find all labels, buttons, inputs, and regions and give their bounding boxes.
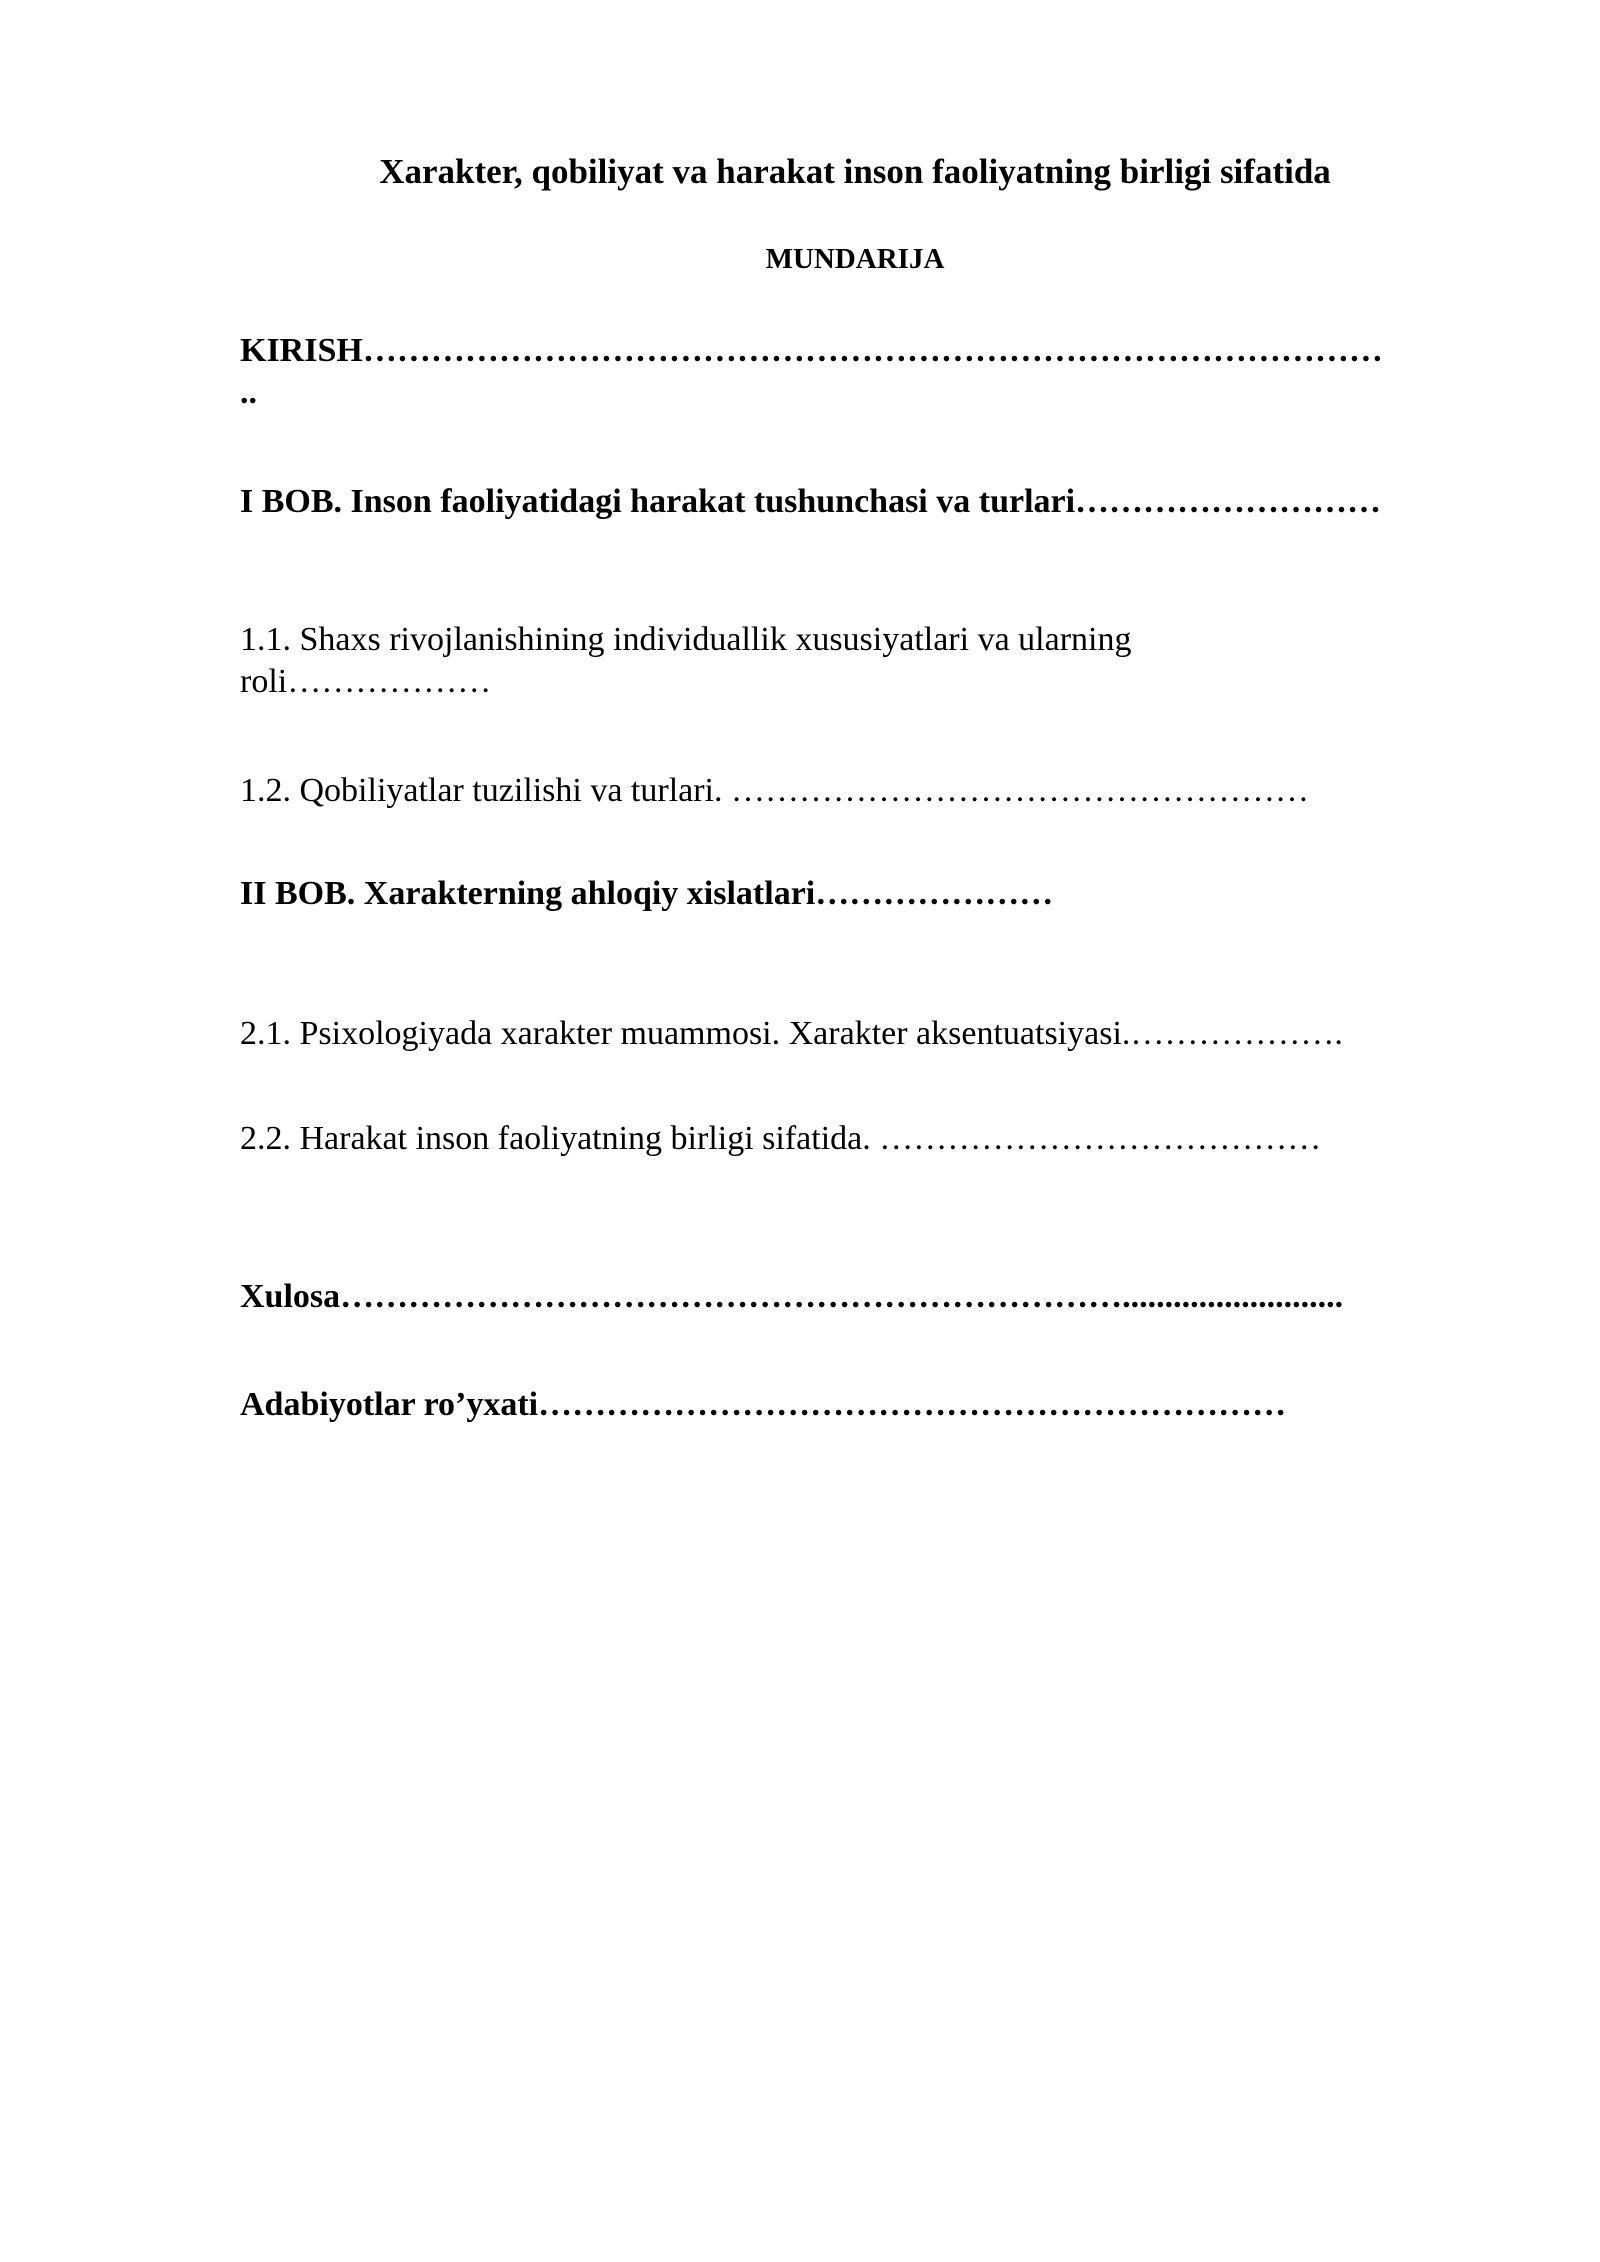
toc-entry-kirish xyxy=(240,330,1470,414)
toc-entry-section-1-2 xyxy=(240,770,1470,812)
toc-entry-text: I BOB. Inson faoliyatidagi harakat tushunchasi va turlari……………………… xyxy=(240,483,1382,520)
toc-entry-continuation: roli……………… xyxy=(240,663,492,700)
toc-entry-text: Adabiyotlar ro’yxati………………………………………………………… xyxy=(240,1386,1287,1423)
toc-entry-text: 1.1. Shaxs rivojlanishining individuallik xususiyatlari va ularning xyxy=(240,621,1132,658)
toc-entry-section-1-1 xyxy=(240,619,1470,703)
toc-entry-text: KIRISH……………………………………………………………………………… xyxy=(240,332,1383,369)
toc-entry-bibliography xyxy=(240,1384,1470,1426)
toc-entry-text: 2.1. Psixologiyada xarakter muammosi. Xarakter aksentuatsiyasi.………………. xyxy=(240,1015,1343,1052)
toc-entry-continuation: .. xyxy=(240,374,257,411)
document-title: Xarakter, qobiliyat va harakat inson faoliyatning birligi sifatida xyxy=(379,152,1331,191)
toc-entry-section-2-2 xyxy=(240,1118,1470,1160)
toc-entry-text: II BOB. Xarakterning ahloqiy xislatlari………………… xyxy=(240,875,1054,912)
toc-entry-text: Xulosa…………………………………………………………….......................... xyxy=(240,1278,1344,1315)
toc-entry-chapter-2 xyxy=(240,873,1470,915)
toc-entry-text: 2.2. Harakat inson faoliyatning birligi sifatida. ………………………………… xyxy=(240,1120,1322,1157)
toc-entry-xulosa xyxy=(240,1276,1470,1318)
toc-entry-section-2-1 xyxy=(240,1013,1470,1055)
toc-entry-text: 1.2. Qobiliyatlar tuzilishi va turlari. …………………………………………… xyxy=(240,772,1310,809)
toc-heading: MUNDARIJA xyxy=(765,243,945,275)
toc-entry-chapter-1 xyxy=(240,481,1470,523)
